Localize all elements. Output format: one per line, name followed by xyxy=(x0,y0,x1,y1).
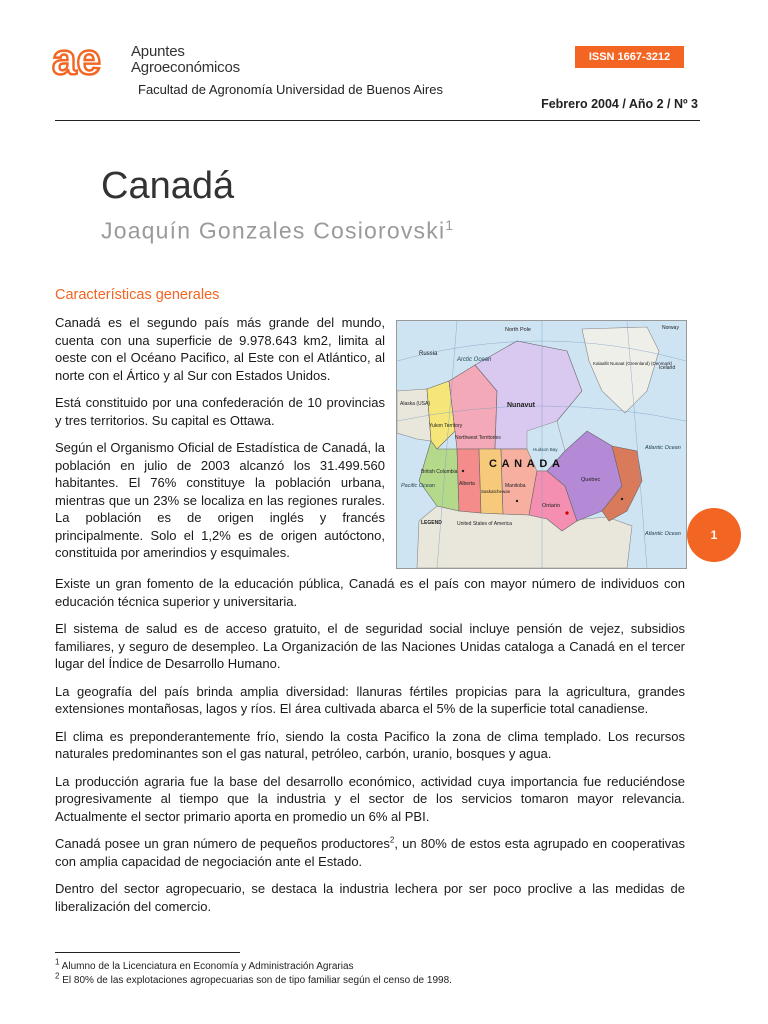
paragraph: Existe un gran fomento de la educación pública, Canadá es el país con mayor número de individuos con educación técnica superior y universitaria. xyxy=(55,576,685,609)
paragraph: La producción agraria fue la base del desarrollo económico, actividad cuya importancia fue reduciéndose progresivamente al tiempo que la industria y el sector de los servicios tomaron mayor relevancia. Actualmente el sector primario aporta en promedio un 6% al PBI. xyxy=(55,773,685,824)
author-footnote-ref[interactable]: 1 xyxy=(445,217,454,233)
label-legend: LEGEND xyxy=(421,520,442,526)
label-russia: Russia xyxy=(419,351,438,357)
label-pacific-ocean: Pacific Ocean xyxy=(401,483,435,489)
page-number-badge: 1 xyxy=(687,508,741,562)
british-columbia-region xyxy=(419,441,459,511)
paragraph: Dentro del sector agropecuario, se destaca la industria lechera por ser poco proclive a las medidas de liberalización del comercio. xyxy=(55,881,685,914)
label-ontario: Ontario xyxy=(542,503,561,509)
article-title: Canadá xyxy=(101,165,235,207)
paragraph: Canadá es el segundo país más grande del mundo, cuenta con una superficie de 9.978.643 km2, limita al oeste con el Océano Pacifico, al Este con el Atlántico, al norte con el Ártico y al Sur con Estados Unidos. xyxy=(55,315,385,383)
brand-line-2: Agroeconómicos xyxy=(131,59,240,76)
label-north-pole: North Pole xyxy=(505,327,531,333)
label-northwest: Northwest Territories xyxy=(455,435,501,441)
paragraph: Está constituido por una confederación de 10 provincias y tres territorios. Su capital es Ottawa. xyxy=(55,395,385,428)
capital-ottawa-dot xyxy=(565,511,568,514)
label-british-columbia: British Columbia xyxy=(421,469,458,475)
paragraph: La geografía del país brinda amplia diversidad: llanuras fértiles propicias para la agricultura, grandes extensiones montañosas, lagos y ríos. El área cultivada abarca el 5% de la superficie total canadiense. xyxy=(55,683,685,716)
paragraph: El clima es preponderantemente frío, siendo la costa Pacifico la zona de clima templado. Los recursos naturales predominantes son el gas natural, petróleo, carbón, uranio, bosques y agua. xyxy=(55,728,685,761)
footnote xyxy=(55,971,695,988)
footnote-text: El 80% de las explotaciones agropecuarias son de tipo familiar según el censo de 1998. xyxy=(59,975,452,986)
label-quebec: Quebec xyxy=(581,477,601,483)
footnote xyxy=(55,957,695,974)
city-dot xyxy=(462,470,464,472)
apuntes-logo-icon xyxy=(52,40,128,80)
section-title: Características generales xyxy=(55,287,220,303)
canada-map xyxy=(396,320,687,569)
city-dot xyxy=(621,498,623,500)
label-manitoba: Manitoba xyxy=(505,483,526,489)
header-rule xyxy=(55,120,700,121)
label-norway: Norway xyxy=(662,325,679,331)
issue-info: Febrero 2004 / Año 2 / Nº 3 xyxy=(541,97,698,111)
footnote-number: 2 xyxy=(55,971,60,981)
article-body xyxy=(55,575,685,925)
label-usa: United States of America xyxy=(457,521,513,527)
paragraph: El sistema de salud es de acceso gratuito, el de seguridad social incluye pensión de vejez, subsidios familiares, y seguro de desempleo. La Organización de las Naciones Unidas cataloga a Canadá en el tercer lugar del Índice de Desarrollo Humano. xyxy=(55,621,685,671)
label-hudson-bay: Hudson Bay xyxy=(533,447,558,452)
label-iceland: Iceland xyxy=(659,365,676,371)
canada-map-svg xyxy=(397,321,686,568)
label-arctic-ocean: Arctic Ocean xyxy=(457,357,492,363)
paragraph xyxy=(55,835,685,870)
footnotes xyxy=(55,957,695,988)
usa-region xyxy=(417,506,632,568)
label-atlantic-ocean-2: Atlantic Ocean xyxy=(645,531,681,537)
label-atlantic-ocean: Atlantic Ocean xyxy=(645,445,681,451)
brand-line-1: Apuntes xyxy=(131,43,185,60)
paragraph-text: , un 80% de estos esta agrupado en cooperativas con amplia capacidad de negociación ante el Estado. xyxy=(55,836,685,869)
intro-column xyxy=(55,314,385,572)
faculty-name: Facultad de Agronomía Universidad de Buenos Aires xyxy=(138,82,443,97)
label-alberta: Alberta xyxy=(459,481,475,487)
footnote-rule xyxy=(55,952,240,953)
label-yukon: Yukon Territory xyxy=(429,423,463,429)
footnote-text: Alumno de la Licenciatura en Economía y Administración Agrarias xyxy=(59,961,354,972)
brand-name xyxy=(131,44,240,76)
footnote-number: 1 xyxy=(55,957,60,967)
footnote-ref[interactable]: 2 xyxy=(389,835,395,845)
label-canada: C A N A D A xyxy=(489,458,561,470)
city-dot xyxy=(516,500,518,502)
svg-text:ae: ae xyxy=(52,40,101,80)
label-nunavut: Nunavut xyxy=(507,402,535,409)
label-greenland: Kalaallit Nunaat (Greenland) (Denmark) xyxy=(593,361,673,366)
paragraph: Según el Organismo Oficial de Estadística de Canadá, la población en julio de 2003 alcanzó los 31.499.560 habitantes. El 76% constituye la población urbana, mientras que un 23% se localiza en las regiones rurales. La población es de origen inglés y francés principalmente. Solo el 1,2% es de origen autóctono, constituida por amerindios y esquimales. xyxy=(55,440,385,560)
issn-badge: ISSN 1667-3212 xyxy=(575,46,684,68)
paragraph-text: Canadá posee un gran número de pequeños productores xyxy=(55,836,390,851)
label-saskatchewan: Saskatchewan xyxy=(481,489,511,494)
author-name: Joaquín Gonzales Cosiorovski xyxy=(101,217,446,244)
page-header xyxy=(0,0,768,122)
alaska-region xyxy=(397,389,431,441)
greenland-region xyxy=(582,327,659,413)
label-alaska: Alaska (USA) xyxy=(400,401,431,407)
article-author xyxy=(101,217,453,245)
